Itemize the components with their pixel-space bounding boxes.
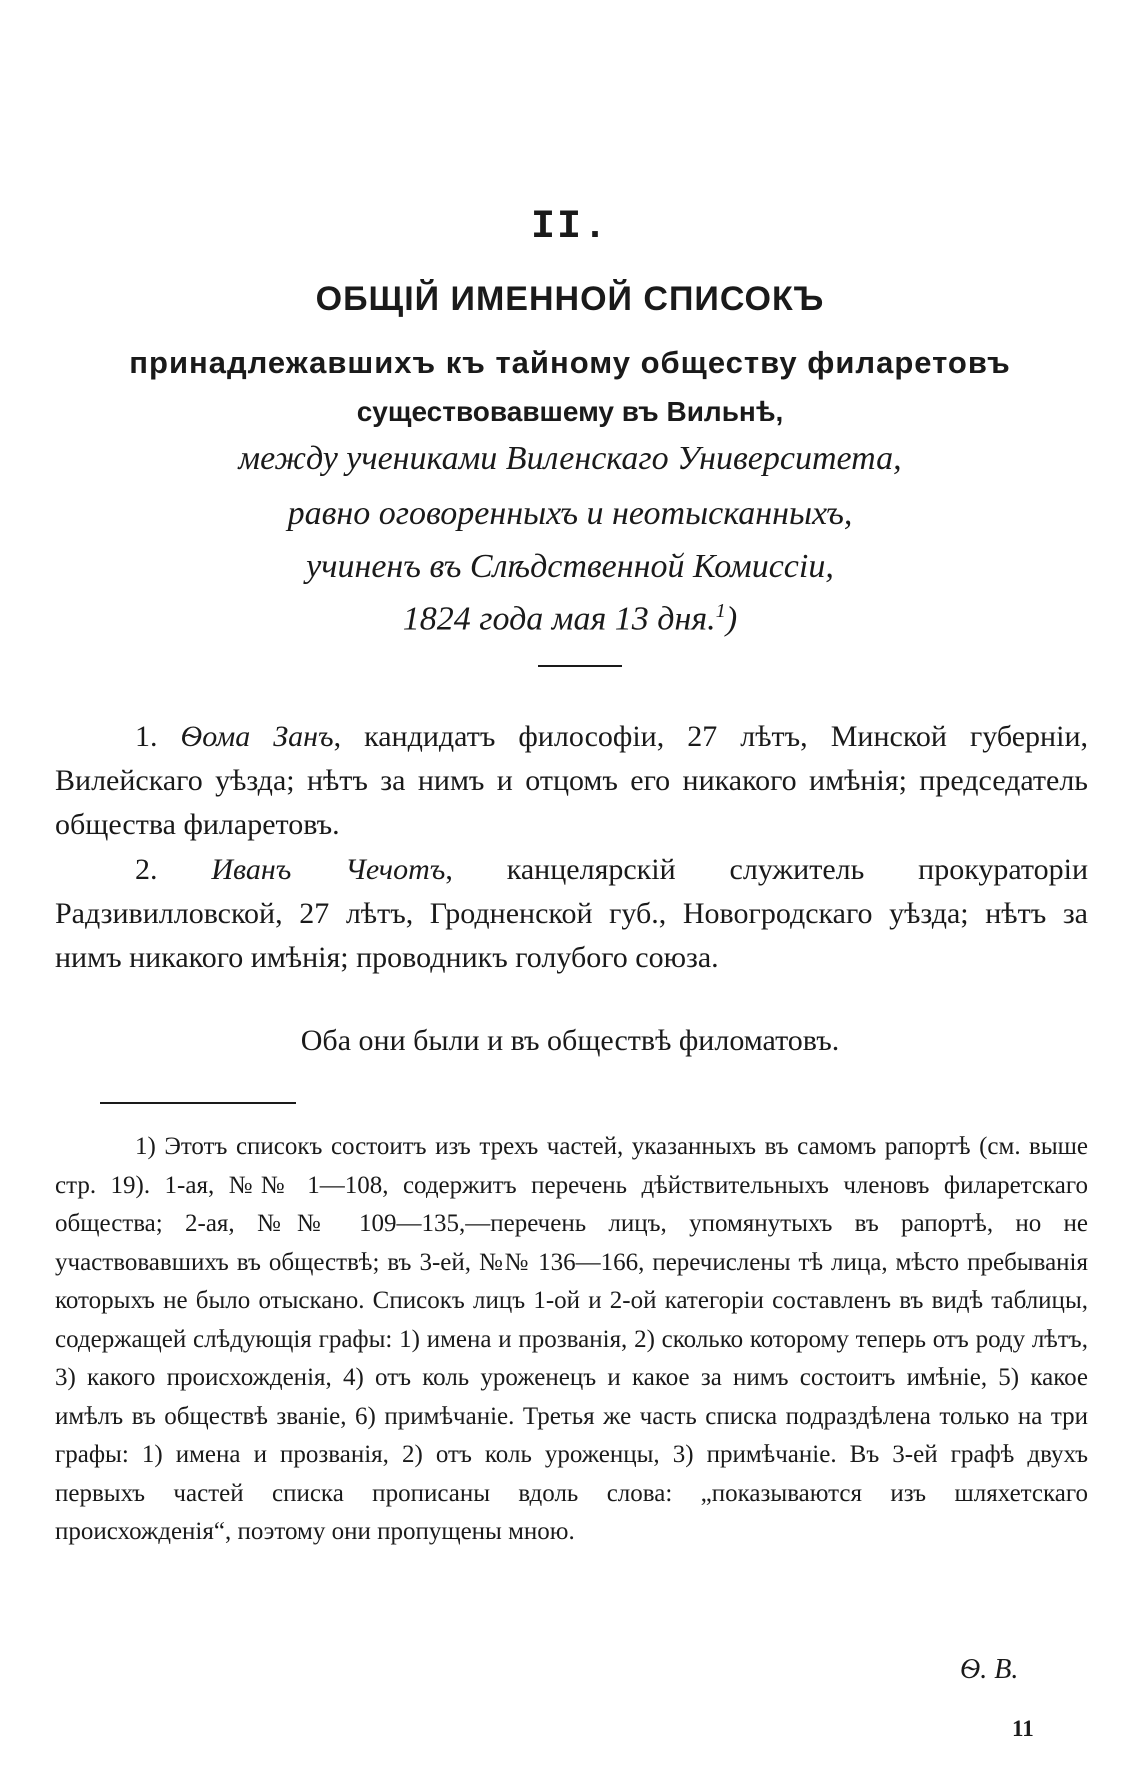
entry-number: 2.: [135, 853, 158, 886]
footnote-marker: 1): [135, 1133, 156, 1160]
closing-note: Оба они были и въ обществѣ филоматовъ.: [300, 1024, 840, 1057]
list-entry: [55, 715, 1088, 847]
footnote-reference: 1: [715, 600, 726, 622]
title-date-line: [0, 600, 1140, 638]
title-italic-line-2: равно оговоренныхъ и неотысканныхъ,: [287, 495, 853, 532]
title-italic-line-3: учиненъ въ Слѣдственной Комиссіи,: [306, 548, 834, 585]
footnote-signature: Ѳ. В.: [960, 1654, 1019, 1685]
entry-description: , кандидатъ философіи, 27 лѣтъ, Минской губерніи, Вилейскаго уѣзда; нѣтъ за нимъ и отцомъ его никакого имѣнія; председатель общества филаретовъ.: [55, 720, 1089, 841]
entry-name: Иванъ Чечотъ: [211, 853, 446, 886]
entry-description: , канцелярскій служитель прокураторіи Радзивилловской, 27 лѣтъ, Гродненской губ., Новогродскаго уѣзда; нѣтъ за нимъ никакого имѣнія; проводникъ голубого союза.: [55, 853, 1089, 974]
footnote-reference-close: ): [725, 600, 738, 638]
list-entry: [55, 848, 1088, 980]
list-subtitle-society: принадлежавшихъ къ тайному обществу филаретовъ: [129, 345, 1011, 380]
section-number: II.: [530, 205, 609, 250]
entry-name: Ѳома Занъ: [180, 720, 334, 753]
title-divider: [538, 665, 622, 667]
footnote-text: Этотъ списокъ состоитъ изъ трехъ частей, указанныхъ въ самомъ рапортѣ (см. выше стр. 19). 1-ая, №№ 1—108, содержитъ перечень дѣйствительныхъ членовъ филаретскаго общества; 2-ая, №№ 109—135,—перечень лицъ, упомянутыхъ въ рапортѣ, но не участвовавшихъ въ обществѣ; въ 3-ей, №№ 136—166, перечислены тѣ лица, мѣсто пребыванія которыхъ не было отыскано. Списокъ лицъ 1-ой и 2-ой категоріи составленъ въ видѣ таблицы, содержащей слѣдующія графы: 1) имена и прозванія, 2) сколько которому теперь отъ роду лѣтъ, 3) какого происхожденія, 4) отъ коль уроженецъ и какое за нимъ состоитъ имѣніе, 5) какое имѣлъ въ обществѣ званіе, 6) примѣчаніе. Третья же часть списка подраздѣлена только на три графы: 1) имена и прозванія, 2) отъ коль уроженцы, 3) примѣчаніе. Въ 3-ей графѣ двухъ первыхъ частей списка прописаны вдоль слова: „показываются изъ шляхетскаго происхожденія“, поэтому они пропущены мною.: [55, 1133, 1089, 1545]
title-italic-line-1: между учениками Виленскаго Университета,: [238, 440, 902, 477]
page-number: 11: [1012, 1716, 1034, 1741]
title-date-text: 1824 года мая 13 дня.: [402, 600, 716, 638]
list-subtitle-location: существовавшему въ Вильнѣ,: [356, 396, 784, 427]
footnote-divider: [100, 1102, 296, 1104]
footnote: [55, 1128, 1088, 1552]
list-title: ОБЩІЙ ИМЕННОЙ СПИСОКЪ: [315, 280, 825, 318]
entry-number: 1.: [135, 720, 158, 753]
